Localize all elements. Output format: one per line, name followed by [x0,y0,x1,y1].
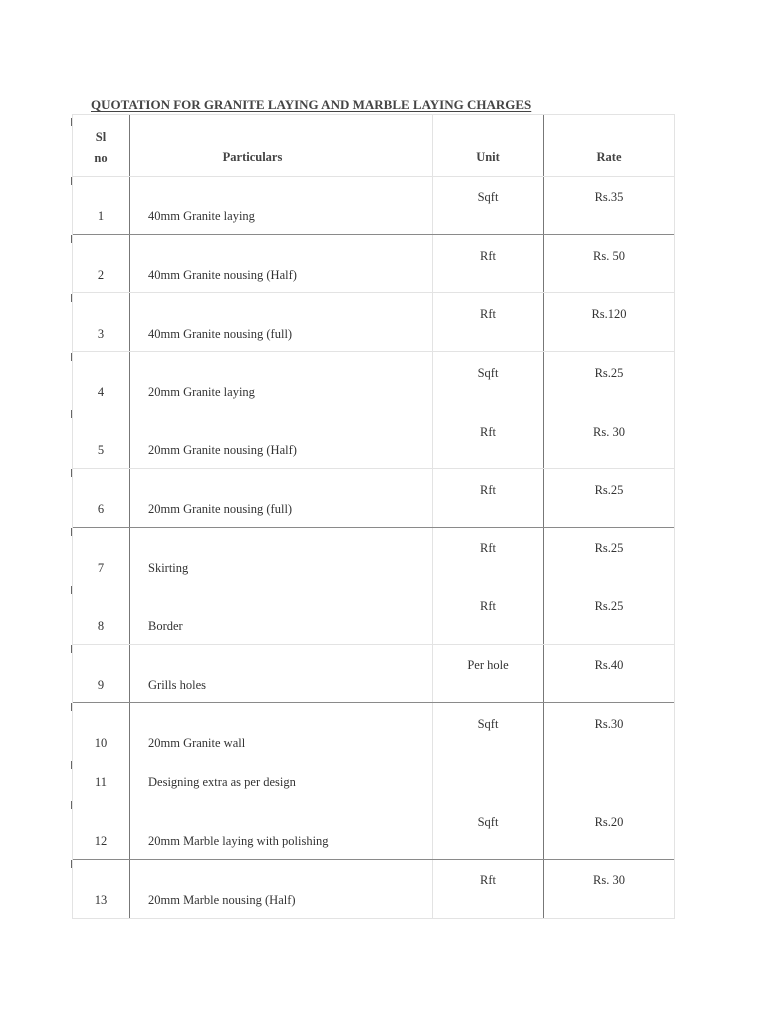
row-5-unit: Rft [480,425,496,439]
edge-tick [71,860,72,868]
row-divider [73,234,674,235]
row-4-sl: 4 [97,385,105,399]
row-12-rate: Rs.20 [594,815,624,829]
header-rate: Rate [596,150,622,164]
row-7-unit: Rft [480,541,496,555]
row-8-particulars: Border [148,619,183,633]
quotation-title: QUOTATION FOR GRANITE LAYING AND MARBLE LAYING CHARGES [91,97,532,112]
edge-tick [71,235,72,243]
edge-tick [71,469,72,477]
row-7-particulars: Skirting [148,561,189,575]
row-3-sl: 3 [97,327,105,341]
row-6-rate: Rs.25 [594,483,624,497]
row-8-sl: 8 [97,619,105,633]
row-13-rate: Rs. 30 [593,873,625,887]
edge-tick [71,177,72,185]
edge-tick [71,703,72,711]
quotation-table [72,114,675,919]
header-particulars: Particulars [222,150,283,164]
edge-tick [71,410,72,418]
row-12-particulars: 20mm Marble laying with polishing [148,834,329,848]
row-10-rate: Rs.30 [594,717,624,731]
row-12-unit: Sqft [477,815,499,829]
row-3-particulars: 40mm Granite nousing (full) [148,327,293,341]
edge-tick [71,645,72,653]
row-12-sl: 12 [94,834,108,848]
row-10-particulars: 20mm Granite wall [148,736,246,750]
row-9-sl: 9 [97,678,105,692]
edge-tick [71,294,72,302]
edge-tick [71,118,72,126]
row-divider [73,527,674,528]
edge-tick [71,528,72,536]
row-2-particulars: 40mm Granite nousing (Half) [148,268,297,282]
row-13-unit: Rft [480,873,496,887]
row-divider [73,644,674,645]
row-2-unit: Rft [480,249,496,263]
row-10-sl: 10 [94,736,108,750]
row-divider [73,702,674,703]
row-2-sl: 2 [97,268,105,282]
row-13-sl: 13 [94,893,108,907]
row-9-rate: Rs.40 [594,658,624,672]
edge-tick [71,761,72,769]
row-8-rate: Rs.25 [594,599,624,613]
row-1-sl: 1 [97,209,105,223]
row-1-unit: Sqft [477,190,499,204]
row-13-particulars: 20mm Marble nousing (Half) [148,893,296,907]
row-divider [73,351,674,352]
row-divider [73,468,674,469]
row-5-rate: Rs. 30 [593,425,625,439]
row-divider [73,114,674,115]
row-5-sl: 5 [97,443,105,457]
header-sl: Sl [95,130,107,144]
row-3-rate: Rs.120 [591,307,627,321]
row-9-particulars: Grills holes [148,678,206,692]
row-8-unit: Rft [480,599,496,613]
header-no: no [94,151,108,165]
row-3-unit: Rft [480,307,496,321]
row-6-particulars: 20mm Granite nousing (full) [148,502,293,516]
row-11-sl: 11 [94,775,108,789]
row-7-rate: Rs.25 [594,541,624,555]
row-4-unit: Sqft [477,366,499,380]
edge-tick [71,586,72,594]
row-6-unit: Rft [480,483,496,497]
row-4-particulars: 20mm Granite laying [148,385,255,399]
edge-tick [71,353,72,361]
header-unit: Unit [476,150,500,164]
row-4-rate: Rs.25 [594,366,624,380]
row-divider [73,859,674,860]
row-1-rate: Rs.35 [594,190,624,204]
row-10-unit: Sqft [477,717,499,731]
row-11-particulars: Designing extra as per design [148,775,296,789]
row-1-particulars: 40mm Granite laying [148,209,255,223]
row-divider [73,292,674,293]
row-9-unit: Per hole [467,658,509,672]
row-2-rate: Rs. 50 [593,249,625,263]
row-divider [73,176,674,177]
row-7-sl: 7 [97,561,105,575]
row-6-sl: 6 [97,502,105,516]
edge-tick [71,801,72,809]
row-5-particulars: 20mm Granite nousing (Half) [148,443,297,457]
